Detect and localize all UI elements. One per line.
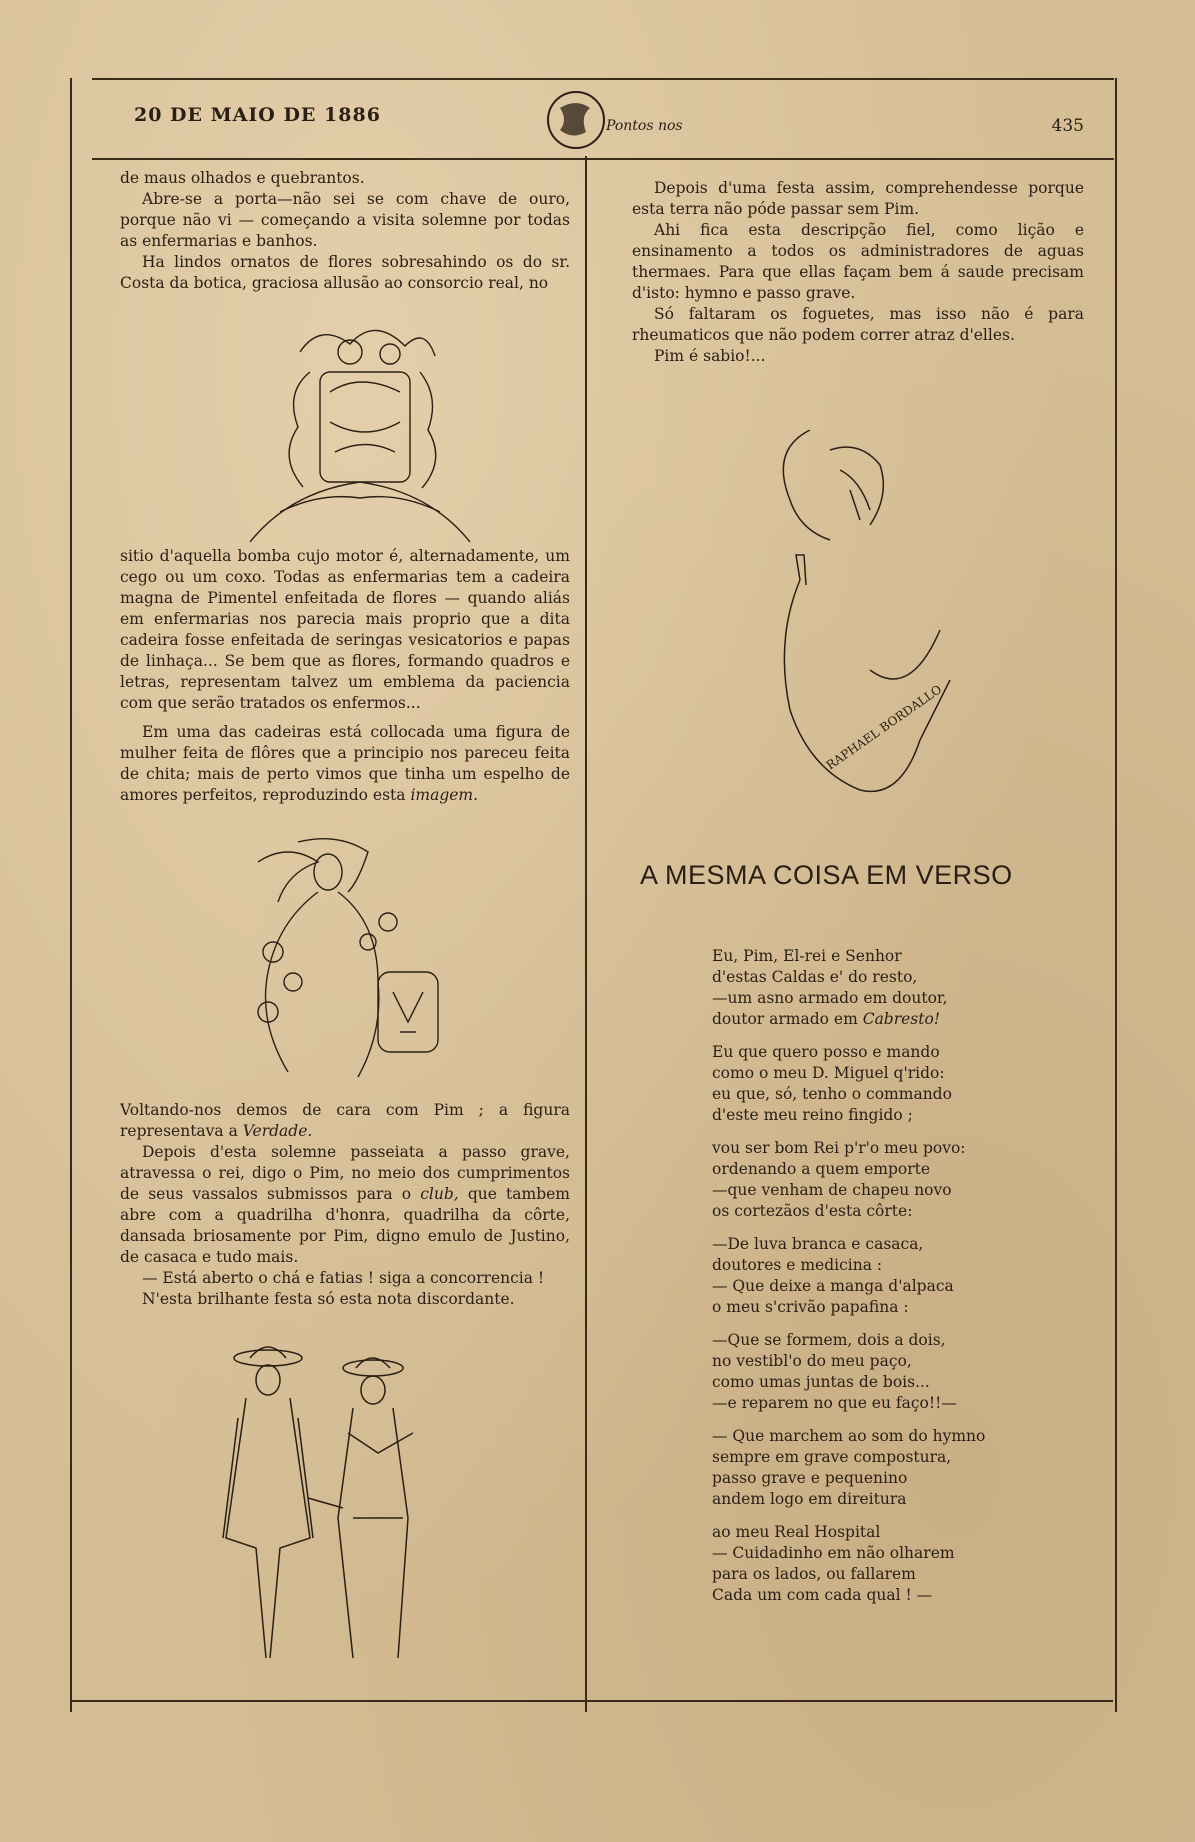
paragraph: Depois d'uma festa assim, comprehendesse porque esta terra não póde passar sem Pim.	[632, 179, 1084, 218]
illustration-pointing-figure	[770, 430, 970, 800]
poem-line: sempre em grave compostura,	[712, 1448, 952, 1466]
paragraph: Pim é sabio!...	[654, 347, 766, 365]
illustration-floral-chair	[240, 312, 480, 544]
paragraph: N'esta brilhante festa só esta nota discordante.	[142, 1290, 515, 1308]
poem-line: doutores e medicina :	[712, 1256, 883, 1274]
poem	[712, 946, 1042, 1618]
page-number: 435	[1051, 116, 1084, 136]
poem-line: andem logo em direitura	[712, 1490, 907, 1508]
poem-stanza	[712, 1138, 1042, 1222]
poem-line: d'este meu reino fingido ;	[712, 1106, 913, 1124]
paragraph: Ahi fica esta descripção fiel, como lição e ensinamento a todos os administradores de aguas thermaes. Para que ellas façam bem á saude precisam d'isto: hymno e passo grave.	[632, 221, 1084, 302]
paragraph: Voltando-nos demos de cara com Pim ; a figura representava a Verdade.	[120, 1101, 570, 1140]
poem-stanza	[712, 946, 1042, 1030]
paragraph: — Está aberto o chá e fatias ! siga a concorrencia !	[142, 1269, 545, 1287]
paragraph: sitio d'aquella bomba cujo motor é, alternadamente, um cego ou um coxo. Todas as enfermarias tem a cadeira magna de Pimentel enfeitada de flores — quando aliás em enfermarias nos parecia mais proprio que a dita cadeira fosse enfeitada de seringas vesicatorios e papas de linhaça... Se bem que as flores, formando quadros e letras, representam talvez um emblema da paciencia com que serão tratados os enfermos...	[120, 547, 570, 712]
poem-line: —Que se formem, dois a dois,	[712, 1331, 946, 1349]
poem-line: vou ser bom Rei p'r'o meu povo:	[712, 1139, 966, 1157]
poem-section-title: A MESMA COISA EM VERSO	[640, 860, 1013, 890]
poem-line: ao meu Real Hospital	[712, 1523, 881, 1541]
paragraph: Depois d'esta solemne passeiata a passo grave, atravessa o rei, digo o Pim, no meio dos cumprimentos de seus vassalos submissos para o club, que tambem abre com a quadrilha d'honra, quadrilha da côrte, dansada briosamente por Pim, digno emulo de Justino, de casaca e tudo mais.	[120, 1143, 570, 1266]
poem-line: os cortezãos d'esta côrte:	[712, 1202, 913, 1220]
illustration-flower-woman-mirror	[228, 832, 448, 1082]
poem-stanza	[712, 1234, 1042, 1318]
artist-signature: RAPHAEL BORDALLO	[823, 682, 945, 773]
paragraph: de maus olhados e quebrantos.	[120, 169, 365, 187]
poem-stanza	[712, 1330, 1042, 1414]
issue-date: 20 DE MAIO DE 1886	[134, 104, 381, 126]
bottom-rule	[70, 1700, 1113, 1702]
poem-line: — Que deixe a manga d'alpaca	[712, 1277, 954, 1295]
poem-line: — Cuidadinho em não olharem	[712, 1544, 955, 1562]
paragraph: Só faltaram os foguetes, mas isso não é para rheumaticos que não podem correr atraz d'elles.	[632, 305, 1084, 344]
poem-stanza	[712, 1426, 1042, 1510]
poem-line: eu que, só, tenho o commando	[712, 1085, 952, 1103]
poem-line: —um asno armado em doutor,	[712, 989, 948, 1007]
poem-line: Eu que quero posso e mando	[712, 1043, 940, 1061]
right-text-block	[632, 178, 1084, 367]
poem-line: o meu s'crivão papafina :	[712, 1298, 909, 1316]
poem-line: d'estas Caldas e' do resto,	[712, 968, 918, 986]
poem-line: doutor armado em Cabresto!	[712, 1010, 941, 1028]
paragraph: Ha lindos ornatos de flores sobresahindo os do sr. Costa da botica, graciosa allusão ao consorcio real, no	[120, 253, 570, 292]
poem-line: para os lados, ou fallarem	[712, 1565, 916, 1583]
masthead-logo	[538, 88, 688, 152]
left-text-block-2	[120, 546, 570, 806]
column-divider	[585, 156, 587, 1712]
masthead-text: Pontos nos ii	[606, 118, 688, 134]
left-text-block-3	[120, 1100, 570, 1310]
paragraph: Abre-se a porta—não sei se com chave de ouro, porque não vi — começando a visita solemne por todas as enfermarias e banhos.	[120, 190, 570, 250]
paragraph: Em uma das cadeiras está collocada uma figura de mulher feita de flôres que a principio nos pareceu feita de chita; mais de perto vimos que tinha um espelho de amores perfeitos, reproduzindo esta imagem.	[120, 723, 570, 804]
left-text-block-1	[120, 168, 570, 294]
poem-stanza	[712, 1522, 1042, 1606]
poem-line: —que venham de chapeu novo	[712, 1181, 952, 1199]
poem-line: — Que marchem ao som do hymno	[712, 1427, 986, 1445]
poem-stanza	[712, 1042, 1042, 1126]
poem-line: —De luva branca e casaca,	[712, 1235, 924, 1253]
illustration-two-men-walking	[198, 1338, 458, 1670]
poem-line: —e reparem no que eu faço!!—	[712, 1394, 957, 1412]
poem-line: como o meu D. Miguel q'rido:	[712, 1064, 945, 1082]
poem-line: no vestibl'o do meu paço,	[712, 1352, 912, 1370]
poem-line: passo grave e pequenino	[712, 1469, 908, 1487]
page-header	[92, 78, 1114, 160]
poem-line: como umas juntas de bois...	[712, 1373, 930, 1391]
poem-line: Eu, Pim, El-rei e Senhor	[712, 947, 902, 965]
poem-line: ordenando a quem emporte	[712, 1160, 931, 1178]
poem-line: Cada um com cada qual ! —	[712, 1586, 933, 1604]
